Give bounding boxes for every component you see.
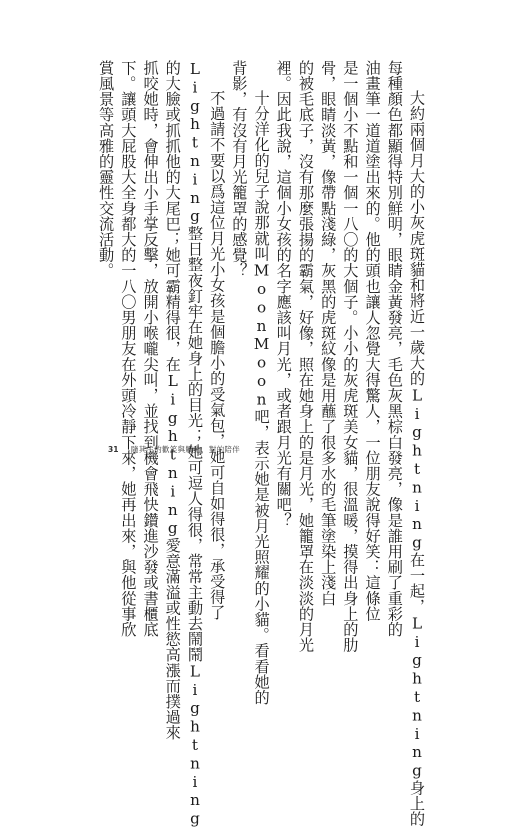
running-title: 隨其生的歡笑與觸動，對的陪伴 (130, 445, 241, 454)
paragraph-2 (228, 60, 272, 706)
text-line: 的被毛底子，沒有那麼張揚的霸氣，好像，照在她身上的是月光，她籠罩在淡淡的月光 (296, 60, 315, 653)
text-line: 抓咬她時，會伸出小手掌反擊，放開小喉嚨尖叫，並找到機會飛快鑽進沙發或書櫃底 (141, 60, 160, 638)
paragraph-1 (273, 60, 428, 828)
page-footer (108, 444, 240, 455)
text-line: 骨，眼睛淡黃，像帶點淺綠，灰黑的虎斑紋像是用蘸了很多水的毛筆塗染上淺白 (319, 60, 338, 606)
text-line: 賞風景等高雅的靈性交流活動。 (97, 60, 116, 279)
text-line: 下。讓頭大屁股大全身都大的一八〇男朋友在外頭冷靜下來，她再出來，與他從事欣 (119, 60, 138, 638)
text-line: 不過請不要以爲這位月光小女孩是個膽小的受氣包，她可自如得很，承受得了 (208, 90, 227, 621)
text-line: 大約兩個月大的小灰虎斑貓和將近一歲大的Lightning在一起，Lightning身上的 (408, 90, 426, 828)
text-line: 油畫筆一道道塗出來的。他的頭也讓人忽覺大得驚人，一位朋友說得好笑：這條位 (363, 60, 382, 622)
text-line: 背影，有沒有月光籠罩的感覺？ (230, 60, 249, 279)
text-line: 每種顏色都顯得特別鮮明，眼睛金黃發亮，毛色灰黑棕白發亮，像是誰用刷了重彩的 (385, 60, 404, 638)
text-line: 是一個小不點和一個一八〇的大個子。小小的灰虎斑美女貓，很溫暖，摸得出身上的肋 (341, 60, 360, 653)
page-number: 31 (108, 445, 119, 454)
text-line: Lightning整日整夜釘牢在她身上的目光；她可逗人得很，常常主動去鬧鬧Lightning (185, 60, 204, 828)
text-line: 十分洋化的兒子說那就叫MoonMoon吧，表示她是被月光照耀的小貓。看看她的 (252, 90, 271, 706)
text-line: 的大臉或抓抓他的大尾巴；她可霸精得很，在Lightning愛意滿溢或性慾高漲而撲過來 (163, 60, 182, 741)
text-line: 裡。因此我說，這個小女孩的名字應該叫月光，或者跟月光有關吧？ (274, 60, 293, 528)
